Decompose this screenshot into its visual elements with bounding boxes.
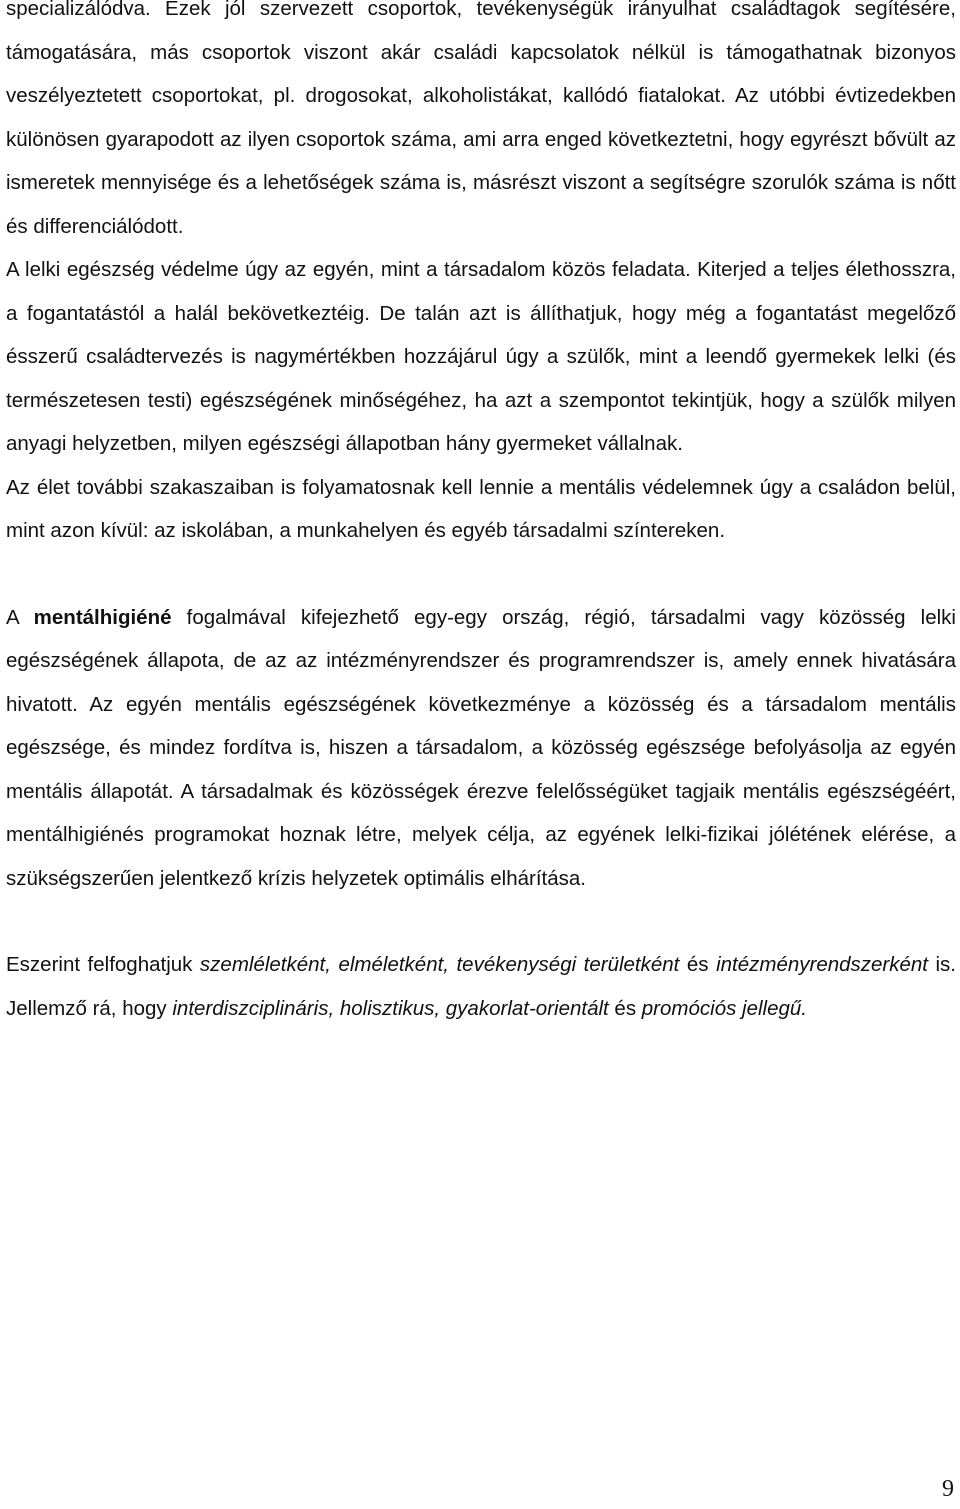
paragraph-5-italic-4: promóciós jellegű. [641, 996, 808, 1020]
document-page [6, 0, 956, 1030]
page-number: 9 [942, 1476, 954, 1502]
paragraph-5-italic-1: szemléletként, elméletként, tevékenységi területként [199, 953, 680, 976]
paragraph-5 [6, 943, 956, 1030]
paragraph-5-text-a: Eszerint felfoghatjuk [6, 953, 200, 976]
term-mentalhigiene: mentálhigiéné [33, 605, 172, 629]
paragraph-3: Az élet további szakaszaiban is folyamatosnak kell lennie a mentális védelemnek úgy a családon belül, mint azon kívül: az iskolában, a munkahelyen és egyéb társadalmi színtereken. [6, 475, 956, 542]
paragraph-5-text-b: és [679, 953, 717, 976]
paragraph-5-text-d: és [608, 996, 642, 1020]
paragraph-gap [6, 553, 956, 596]
paragraph-4-body: fogalmával kifejezhető egy-egy ország, régió, társadalmi vagy közösség lelki egészségének állapota, de az az intézményrendszer és programrendszer is, amely ennek hivatására hivatott. Az egyén mentális egészségének következménye a közösség és a társadalom mentális egészsége, és mindez fordítva is, hiszen a társadalom, a közösség egészsége befolyásolja az egyén mentális állapotát. A társadalmak és közösségek érezve felelősségüket tagjaik mentális egészségéért, mentálhigiénés programokat hoznak létre, melyek célja, az egyének lelki-fizikai jólétének elérése, a szükségszerűen jelentkező krízis helyzetek optimális elhárítása. [6, 605, 956, 890]
paragraph-5-text-c: is. Jellemző rá, hogy [6, 953, 957, 1020]
paragraph-5-italic-3: interdiszciplináris, holisztikus, gyakorlat-orientált [172, 996, 609, 1020]
paragraph-4 [6, 596, 956, 901]
paragraph-4-lead: A [6, 605, 34, 629]
paragraph-2: A lelki egészség védelme úgy az egyén, mint a társadalom közös feladata. Kiterjed a teljes élethosszra, a fogantatástól a halál bekövetkeztéig. De talán azt is állíthatjuk, hogy még a fogantatást megelőző ésszerű családtervezés is nagymértékben hozzájárul úgy a szülők, mint a leendő gyermekek lelki (és természetesen testi) egészségének minőségéhez, ha azt a szempontot tekintjük, hogy a szülők milyen anyagi helyzetben, milyen egészségi állapotban hány gyermeket vállalnak. [6, 258, 956, 455]
paragraph-1: specializálódva. Ezek jól szervezett csoportok, tevékenységük irányulhat családtagok segítésére, támogatására, más csoportok viszont akár családi kapcsolatok nélkül is támogathatnak bizonyos veszélyeztetett csoportokat, pl. drogosokat, alkoholistákat, kallódó fiatalokat. Az utóbbi évtizedekben különösen gyarapodott az ilyen csoportok száma, ami arra enged következtetni, hogy egyrészt bővült az ismeretek mennyisége és a lehetőségek száma is, másrészt viszont a segítségre szorulók száma is nőtt és differenciálódott. [6, 0, 956, 238]
paragraph-5-italic-2: intézményrendszerként [716, 953, 928, 976]
paragraph-gap [6, 900, 956, 943]
